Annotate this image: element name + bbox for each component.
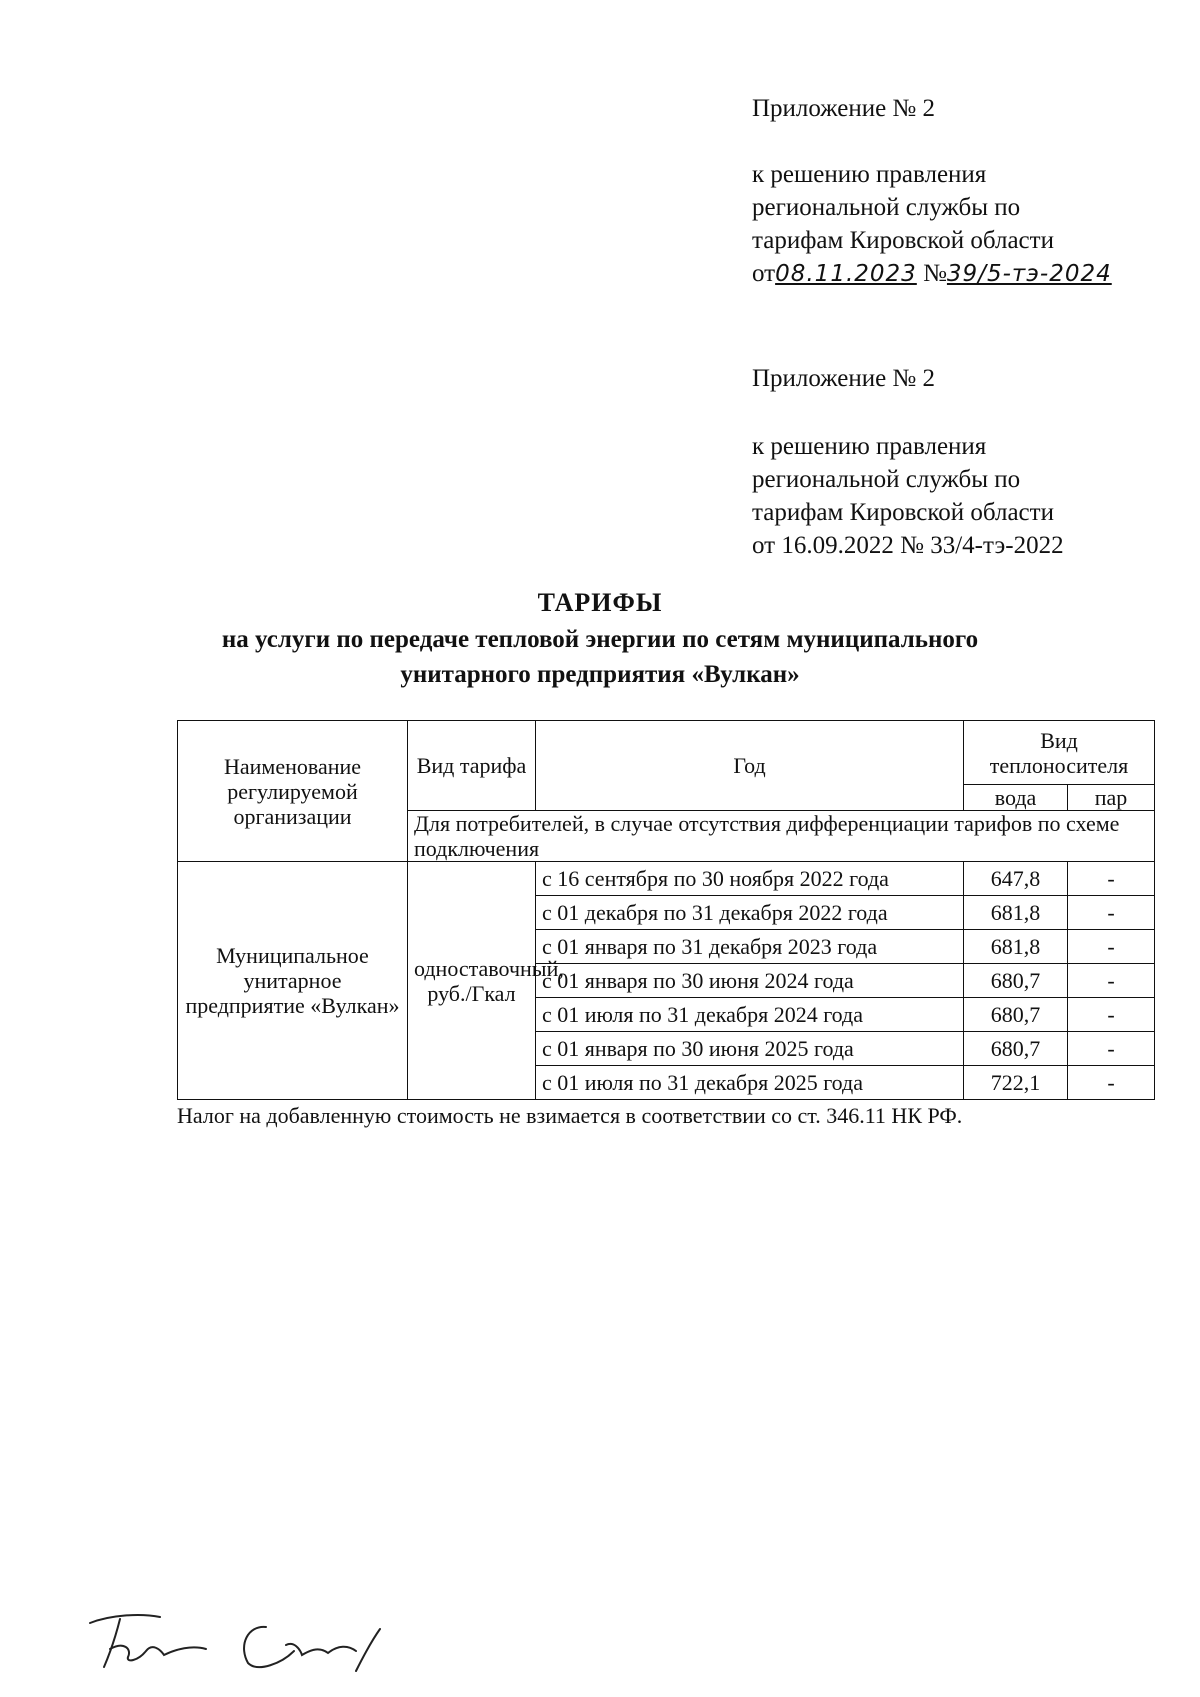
appendix-previous-line: к решению правления: [752, 433, 987, 460]
period-cell: с 16 сентября по 30 ноября 2022 года: [536, 862, 964, 896]
steam-value: -: [1068, 862, 1155, 896]
handwritten-number: 39/5-тэ-2024: [946, 261, 1112, 287]
water-value: 680,7: [964, 1032, 1068, 1066]
organization-name: Муниципальное унитарное предприятие «Вулкан»: [178, 862, 408, 1100]
header-year: Год: [536, 721, 964, 811]
header-water: вода: [964, 785, 1068, 811]
water-value: 681,8: [964, 930, 1068, 964]
appendix-current-body: [752, 158, 1112, 291]
handwritten-date: 08.11.2023: [775, 261, 917, 287]
appendix-previous-body: [752, 430, 1064, 562]
subtitle-line: на услуги по передаче тепловой энергии по сетям муниципального: [221, 626, 979, 653]
water-value: 722,1: [964, 1066, 1068, 1100]
steam-value: -: [1068, 930, 1155, 964]
period-cell: с 01 декабря по 31 декабря 2022 года: [536, 896, 964, 930]
appendix-current-date-line: [752, 257, 1112, 291]
subtitle-line: унитарного предприятия «Вулкан»: [400, 661, 800, 688]
period-cell: с 01 июля по 31 декабря 2025 года: [536, 1066, 964, 1100]
date-prefix: от: [752, 260, 776, 287]
steam-value: -: [1068, 1066, 1155, 1100]
steam-value: -: [1068, 1032, 1155, 1066]
header-tariff-type: Вид тарифа: [408, 721, 536, 811]
appendix-previous-line: от 16.09.2022 № 33/4-тэ-2022: [752, 532, 1064, 559]
water-value: 680,7: [964, 998, 1068, 1032]
tariff-type: одноставочный, руб./Гкал: [408, 862, 536, 1100]
steam-value: -: [1068, 896, 1155, 930]
appendix-current-title: Приложение № 2: [752, 95, 936, 122]
handwritten-signature: [80, 1605, 440, 1675]
appendix-current-line: региональной службы по: [752, 194, 1021, 221]
period-cell: с 01 января по 30 июня 2025 года: [536, 1032, 964, 1066]
appendix-current-line: тарифам Кировской области: [752, 227, 1054, 254]
tax-footnote: Налог на добавленную стоимость не взимается в соответствии со ст. 346.11 НК РФ.: [177, 1103, 963, 1128]
period-cell: с 01 января по 31 декабря 2023 года: [536, 930, 964, 964]
number-prefix: №: [923, 260, 947, 287]
tariffs-table: [177, 720, 1155, 1100]
header-organization: Наименование регулируемой организации: [178, 721, 408, 862]
period-cell: с 01 января по 30 июня 2024 года: [536, 964, 964, 998]
steam-value: -: [1068, 998, 1155, 1032]
appendix-previous-line: тарифам Кировской области: [752, 499, 1054, 526]
header-carrier: Вид теплоносителя: [964, 721, 1155, 785]
header-steam: пар: [1068, 785, 1155, 811]
water-value: 647,8: [964, 862, 1068, 896]
period-cell: с 01 июля по 31 декабря 2024 года: [536, 998, 964, 1032]
appendix-previous-line: региональной службы по: [752, 466, 1021, 493]
document-subtitle: [0, 622, 1200, 692]
table-row: [178, 862, 1155, 896]
document-title: ТАРИФЫ: [537, 588, 663, 617]
consumers-note: Для потребителей, в случае отсутствия дифференциации тарифов по схеме подключения: [408, 811, 1155, 862]
water-value: 680,7: [964, 964, 1068, 998]
appendix-previous-title: Приложение № 2: [752, 365, 936, 392]
water-value: 681,8: [964, 896, 1068, 930]
table-header-row: [178, 721, 1155, 785]
steam-value: -: [1068, 964, 1155, 998]
appendix-current-line: к решению правления: [752, 161, 987, 188]
